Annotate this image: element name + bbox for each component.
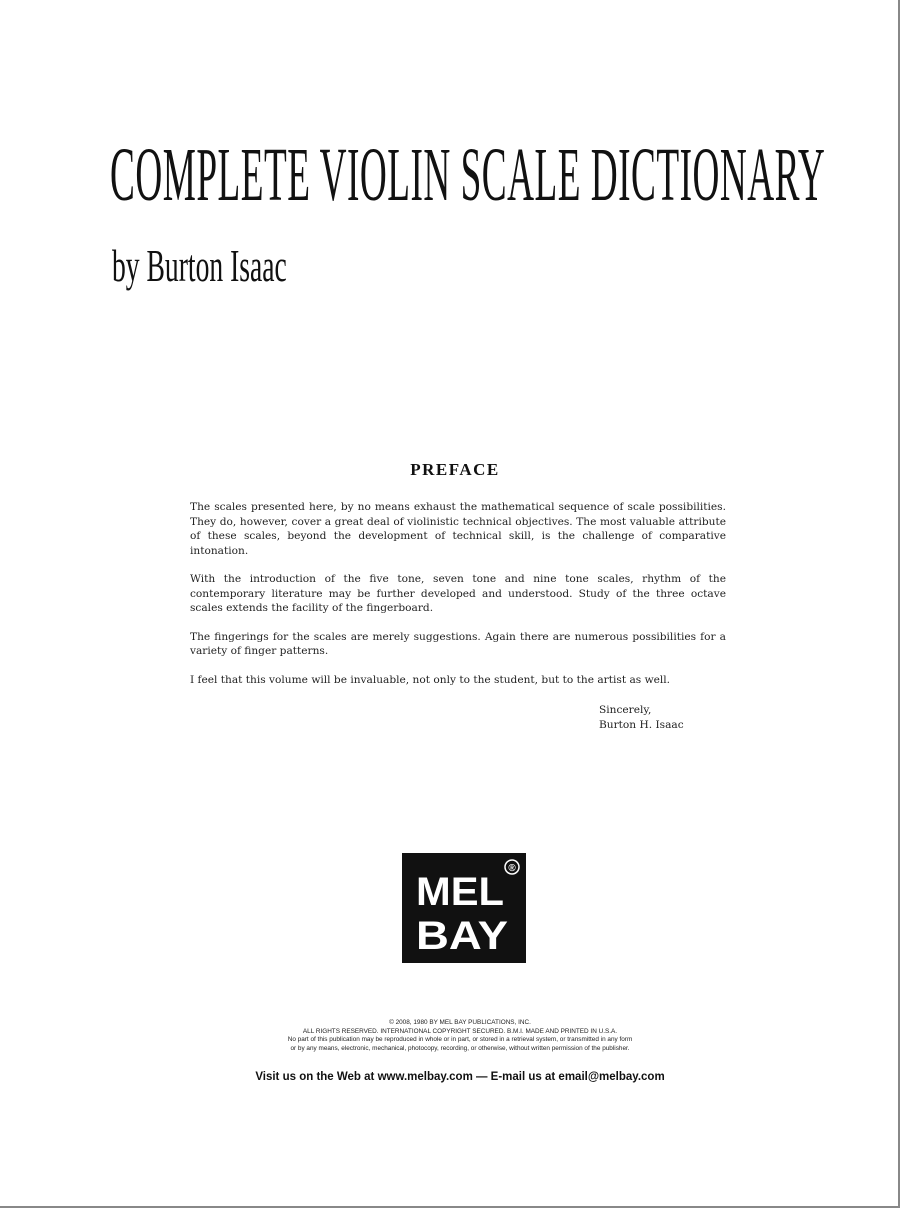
preface-heading: PREFACE — [410, 460, 500, 479]
preface-paragraph-2: With the introduction of the five tone, seven tone and nine tone scales, rhythm of the contemporary literature may be further developed and understood. Study of the three octave scales extends the facility of the fingerboard. — [190, 573, 726, 614]
logo-line-1: MEL — [416, 870, 504, 914]
preface-paragraph-4: I feel that this volume will be invaluable, not only to the student, but to the artist as well. — [190, 673, 671, 686]
mel-bay-logo-graphic — [402, 853, 526, 963]
closing-text: Sincerely, — [599, 704, 652, 716]
mel-bay-logo — [402, 853, 526, 963]
signature-name: Burton H. Isaac — [599, 718, 684, 731]
preface-body — [190, 500, 726, 701]
preface-paragraph-3: The fingerings for the scales are merely suggestions. Again there are numerous possibilities for a variety of finger patterns. — [190, 630, 726, 657]
author-byline: by Burton Isaac — [112, 240, 287, 291]
preface-paragraph-1: The scales presented here, by no means exhaust the mathematical sequence of scale possibilities. They do, however, cover a great deal of violinistic technical objectives. The most valuable attribute of these scales, beyond the development of technical skill, is the challenge of comparative intonation. — [190, 501, 726, 557]
legal-notice — [150, 1019, 770, 1054]
rights-line: ALL RIGHTS RESERVED. INTERNATIONAL COPYRIGHT SECURED. B.M.I. MADE AND PRINTED IN U.S.A. — [302, 1027, 618, 1035]
book-title: COMPLETE VIOLIN SCALE DICTIONARY — [110, 133, 826, 217]
signoff — [599, 703, 684, 732]
website-email-line: Visit us on the Web at www.melbay.com — E-mail us at email@melbay.com — [255, 1071, 665, 1083]
registered-mark-icon: ® — [508, 863, 516, 874]
notice-line-2: or by any means, electronic, mechanical, photocopy, recording, or otherwise, without written permission of the publisher. — [290, 1045, 630, 1053]
logo-line-2: BAY — [416, 914, 509, 958]
copyright-line: © 2008, 1980 BY MEL BAY PUBLICATIONS, INC. — [389, 1019, 531, 1026]
notice-line-1: No part of this publication may be reproduced in whole or in part, or stored in a retrieval system, or transmitted in any form — [287, 1036, 633, 1044]
